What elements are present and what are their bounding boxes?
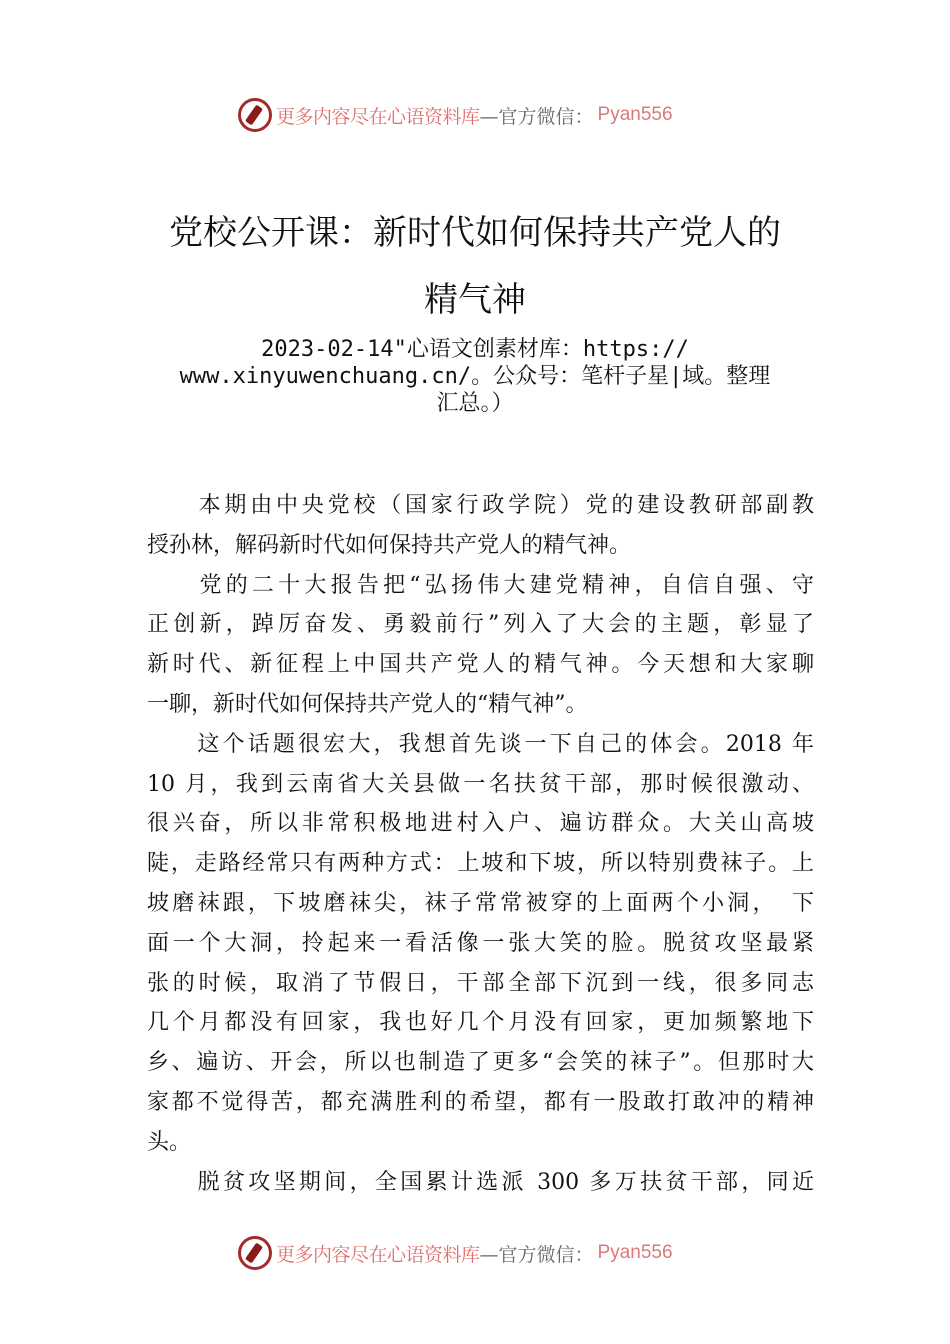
text-line: 张的时候，取消了节假日，干部全部下沉到一线，很多同志 [147,970,814,996]
banner-wechat-id: Pyan556 [597,104,673,125]
text-line: 授孙林，解码新时代如何保持共产党人的精气神。 [147,532,632,558]
page-title-line1: 党校公开课：新时代如何保持共产党人的 [169,213,781,253]
banner-wechat-id: Pyan556 [597,1242,673,1263]
meta-line: 汇总。） [436,391,514,416]
text-line: 10 月，我到云南省大关县做一名扶贫干部，那时候很激动、 [147,771,814,797]
text-line: 家都不觉得苦，都充满胜利的希望，都有一股敢打敢冲的精神 [147,1089,814,1115]
text-line: 面一个大洞，拎起来一看活像一张大笑的脸。脱贫攻坚最紧 [147,930,814,956]
paragraph [147,486,814,566]
text-line: 本期由中央党校（国家行政学院）党的建设教研部副教 [147,493,814,518]
text-line: 新时代、新征程上中国共产党人的精气神。今天想和大家聊 [147,652,814,678]
page-title-line2: 精气神 [424,280,526,320]
meta-line: www.xinyuwenchuang.cn/。公众号：笔杆子星|域。整理 [179,364,771,389]
banner-text: 更多内容尽在心语资料库 [276,1243,480,1266]
banner-wechat-label: —官方微信： [479,1243,594,1266]
paragraph [147,566,814,725]
text-line: 这个话题很宏大，我想首先谈一下自己的体会。2018 年 [147,731,814,757]
paragraph [147,1163,814,1203]
text-line: 一聊，新时代如何保持共产党人的“精气神”。 [147,691,588,717]
banner-text: 更多内容尽在心语资料库 [276,105,480,128]
banner-wechat-label: —官方微信： [479,105,594,128]
text-line: 陡，走路经常只有两种方式：上坡和下坡，所以特别费袜子。上 [147,851,814,877]
text-line: 头。 [147,1129,192,1155]
text-line: 很兴奋，所以非常积极地进村入户、遍访群众。大关山高坡 [147,811,814,837]
text-line: 正创新，踔厉奋发、勇毅前行”列入了大会的主题，彰显了 [147,612,814,638]
paragraph [147,725,814,1163]
text-line: 乡、遍访、开会，所以也制造了更多“会笑的袜子”。但那时大 [147,1050,814,1076]
text-line: 几个月都没有回家，我也好几个月没有回家，更加频繁地下 [147,1010,814,1036]
pen-logo-icon [238,1236,272,1270]
footer-banner [238,1235,738,1271]
source-meta [140,336,810,417]
text-line: 脱贫攻坚期间，全国累计选派 300 多万扶贫干部，同近 [147,1169,814,1195]
text-line: 坡磨袜跟，下坡磨袜尖，袜子常常被穿的上面两个小洞， 下 [147,890,814,916]
meta-line: 2023-02-14"心语文创素材库：https:// [261,337,689,362]
article-body [147,486,814,1202]
pen-logo-icon [238,98,272,132]
text-line: 党的二十大报告把“弘扬伟大建党精神，自信自强、守 [147,572,814,598]
header-banner [238,97,738,133]
